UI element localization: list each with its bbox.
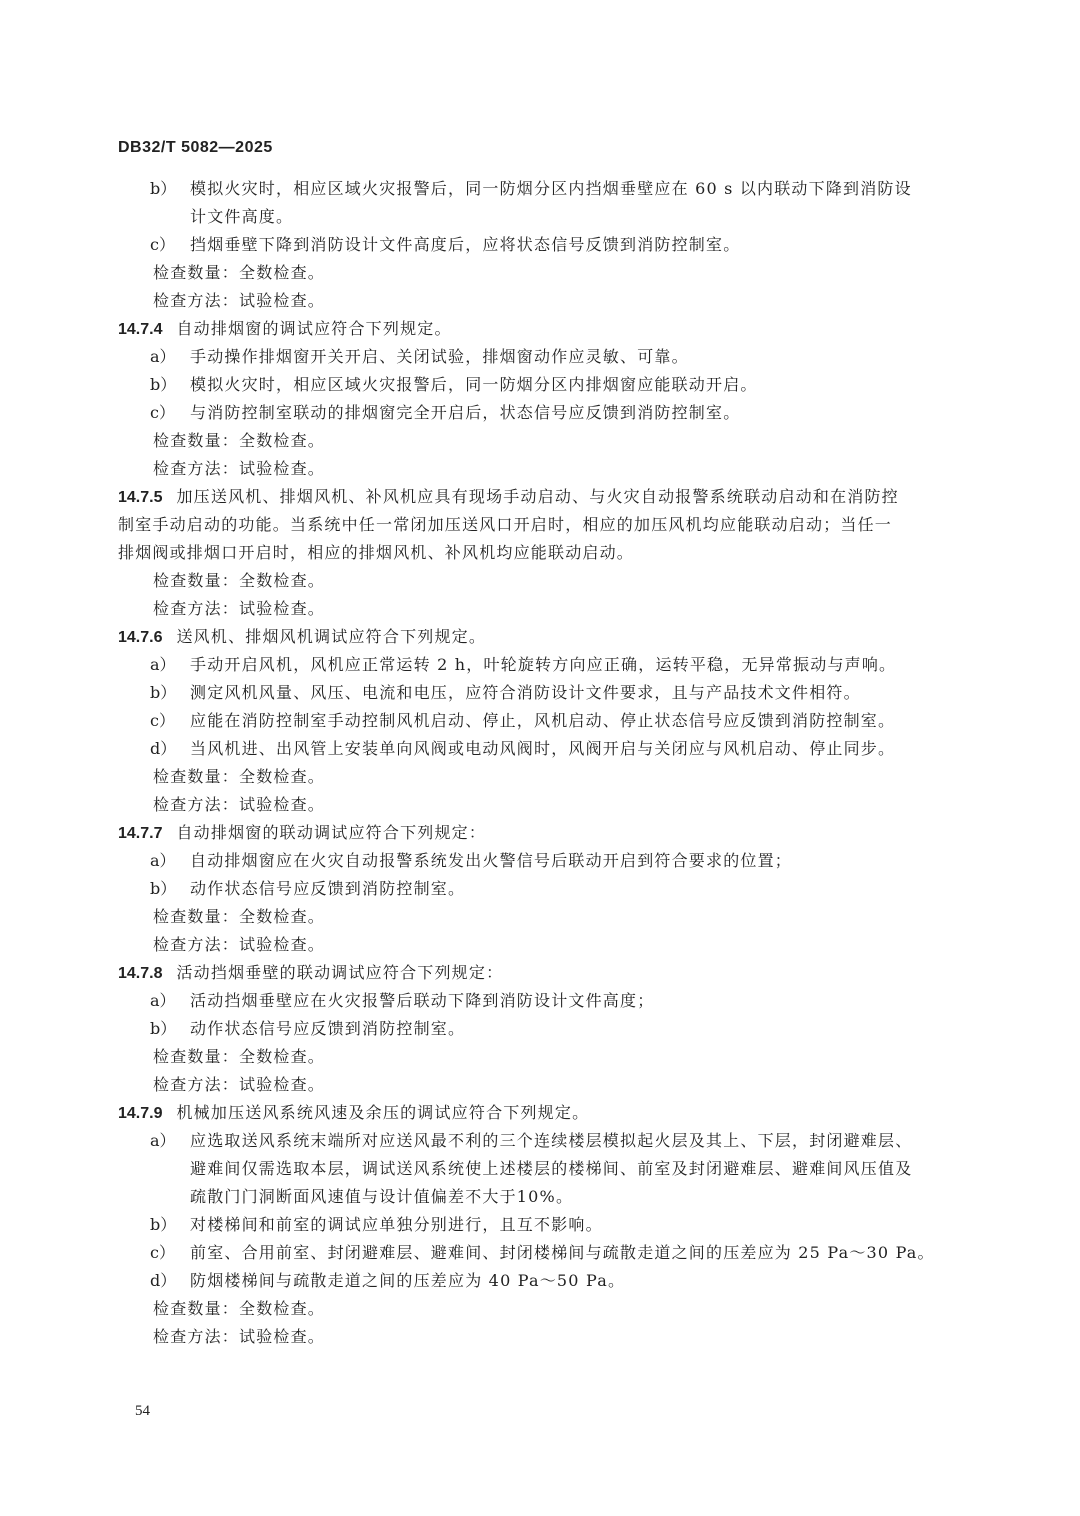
list-item-a: [150, 347, 689, 367]
item-text: 挡烟垂壁下降到消防设计文件高度后，应将状态信号反馈到消防控制室。: [190, 235, 741, 254]
clause-number: 14.7.7: [118, 825, 163, 842]
item-text: 活动挡烟垂壁应在火灾报警后联动下降到消防设计文件高度；: [190, 991, 655, 1010]
item-text: 对楼梯间和前室的调试应单独分别进行，且互不影响。: [190, 1215, 603, 1234]
item-marker: a）: [150, 991, 176, 1010]
inspection-method: 检查方法：试验检查。: [153, 1327, 326, 1346]
inspection-quantity: 检查数量：全数检查。: [153, 1299, 326, 1318]
list-item-a: [150, 851, 792, 871]
item-marker: d）: [150, 1271, 177, 1290]
inspection-method: 检查方法：试验检查。: [153, 459, 326, 478]
item-marker: b）: [150, 879, 177, 898]
item-marker: c）: [150, 1243, 175, 1262]
clause-title: 机械加压送风系统风速及余压的调试应符合下列规定。: [176, 1103, 590, 1122]
inspection-quantity: 检查数量：全数检查。: [153, 1047, 326, 1066]
list-item-b: [150, 1019, 465, 1039]
clause-14-7-8: [118, 963, 503, 984]
inspection-quantity: 检查数量：全数检查。: [153, 431, 326, 450]
clause-14-7-5: [118, 487, 899, 508]
continuation-line: 避难间仅需选取本层，调试送风系统使上述楼层的楼梯间、前室及封闭避难层、避难间风压值及: [190, 1159, 913, 1178]
list-item-a: [150, 1131, 912, 1151]
item-marker: b）: [150, 683, 177, 702]
item-text: 应能在消防控制室手动控制风机启动、停止，风机启动、停止状态信号应反馈到消防控制室。: [190, 711, 896, 730]
list-item-b: [150, 179, 912, 199]
clause-14-7-4: [118, 319, 452, 340]
clause-14-7-9: [118, 1103, 589, 1124]
item-text: 模拟火灾时，相应区域火灾报警后，同一防烟分区内排烟窗应能联动开启。: [190, 375, 758, 394]
item-text: 手动操作排烟窗开关开启、关闭试验，排烟窗动作应灵敏、可靠。: [190, 347, 689, 366]
clause-number: 14.7.9: [118, 1105, 163, 1122]
item-text: 动作状态信号应反馈到消防控制室。: [190, 1019, 466, 1038]
item-text: 当风机进、出风管上安装单向风阀或电动风阀时，风阀开启与关闭应与风机启动、停止同步。: [190, 739, 896, 758]
item-marker: a）: [150, 655, 176, 674]
item-marker: a）: [150, 347, 176, 366]
list-item-c: [150, 403, 740, 423]
list-item-c: [150, 235, 740, 255]
item-text: 自动排烟窗应在火灾自动报警系统发出火警信号后联动开启到符合要求的位置；: [190, 851, 793, 870]
clause-title: 自动排烟窗的调试应符合下列规定。: [176, 319, 452, 338]
inspection-method: 检查方法：试验检查。: [153, 1075, 326, 1094]
inspection-quantity: 检查数量：全数检查。: [153, 571, 326, 590]
inspection-quantity: 检查数量：全数检查。: [153, 263, 326, 282]
item-text: 测定风机风量、风压、电流和电压，应符合消防设计文件要求，且与产品技术文件相符。: [190, 683, 861, 702]
list-item-c: [150, 711, 895, 731]
list-item-d: [150, 1271, 625, 1291]
item-text: 应选取送风系统末端所对应送风最不利的三个连续楼层模拟起火层及其上、下层，封闭避难层、: [190, 1131, 913, 1150]
clause-title: 加压送风机、排烟风机、补风机应具有现场手动启动、与火灾自动报警系统联动启动和在消防控: [176, 487, 899, 506]
continuation-line: 计文件高度。: [190, 207, 294, 226]
item-marker: b）: [150, 1019, 177, 1038]
inspection-method: 检查方法：试验检查。: [153, 935, 326, 954]
clause-14-7-7: [118, 823, 486, 844]
item-text: 动作状态信号应反馈到消防控制室。: [190, 879, 466, 898]
item-text: 防烟楼梯间与疏散走道之间的压差应为 40 Pa～50 Pa。: [190, 1271, 626, 1290]
page-number: 54: [135, 1403, 150, 1419]
clause-number: 14.7.6: [118, 629, 163, 646]
item-marker: c）: [150, 235, 175, 254]
item-marker: b）: [150, 179, 177, 198]
list-item-b: [150, 683, 861, 703]
list-item-a: [150, 991, 654, 1011]
list-item-d: [150, 739, 895, 759]
inspection-method: 检查方法：试验检查。: [153, 291, 326, 310]
item-marker: a）: [150, 851, 176, 870]
item-marker: b）: [150, 375, 177, 394]
item-marker: b）: [150, 1215, 177, 1234]
item-text: 手动开启风机，风机应正常运转 2 h，叶轮旋转方向应正确，运转平稳，无异常振动与声响。: [190, 655, 897, 674]
item-marker: d）: [150, 739, 177, 758]
clause-title: 送风机、排烟风机调试应符合下列规定。: [176, 627, 487, 646]
inspection-method: 检查方法：试验检查。: [153, 599, 326, 618]
clause-number: 14.7.8: [118, 965, 163, 982]
inspection-quantity: 检查数量：全数检查。: [153, 907, 326, 926]
item-marker: c）: [150, 711, 175, 730]
inspection-method: 检查方法：试验检查。: [153, 795, 326, 814]
item-marker: c）: [150, 403, 175, 422]
continuation-line: 疏散门门洞断面风速值与设计值偏差不大于10%。: [190, 1187, 574, 1206]
clause-title: 自动排烟窗的联动调试应符合下列规定：: [176, 823, 487, 842]
paragraph-line: 制室手动启动的功能。当系统中任一常闭加压送风口开启时，相应的加压风机均应能联动启动；当任一: [118, 515, 893, 534]
list-item-b: [150, 1215, 603, 1235]
item-marker: a）: [150, 1131, 176, 1150]
item-text: 前室、合用前室、封闭避难层、避难间、封闭楼梯间与疏散走道之间的压差应为 25 Pa～30 Pa。: [190, 1243, 935, 1262]
clause-title: 活动挡烟垂壁的联动调试应符合下列规定：: [176, 963, 504, 982]
item-text: 与消防控制室联动的排烟窗完全开启后，状态信号应反馈到消防控制室。: [190, 403, 741, 422]
paragraph-line: 排烟阀或排烟口开启时，相应的排烟风机、补风机均应能联动启动。: [118, 543, 635, 562]
clause-number: 14.7.4: [118, 321, 163, 338]
list-item-b: [150, 879, 465, 899]
clause-14-7-6: [118, 627, 486, 648]
list-item-a: [150, 655, 896, 675]
list-item-c: [150, 1243, 935, 1263]
item-text: 模拟火灾时，相应区域火灾报警后，同一防烟分区内挡烟垂壁应在 60 s 以内联动下降到消防设: [190, 179, 912, 198]
inspection-quantity: 检查数量：全数检查。: [153, 767, 326, 786]
list-item-b: [150, 375, 758, 395]
clause-number: 14.7.5: [118, 489, 163, 506]
standard-number-header: DB32/T 5082—2025: [118, 139, 273, 156]
